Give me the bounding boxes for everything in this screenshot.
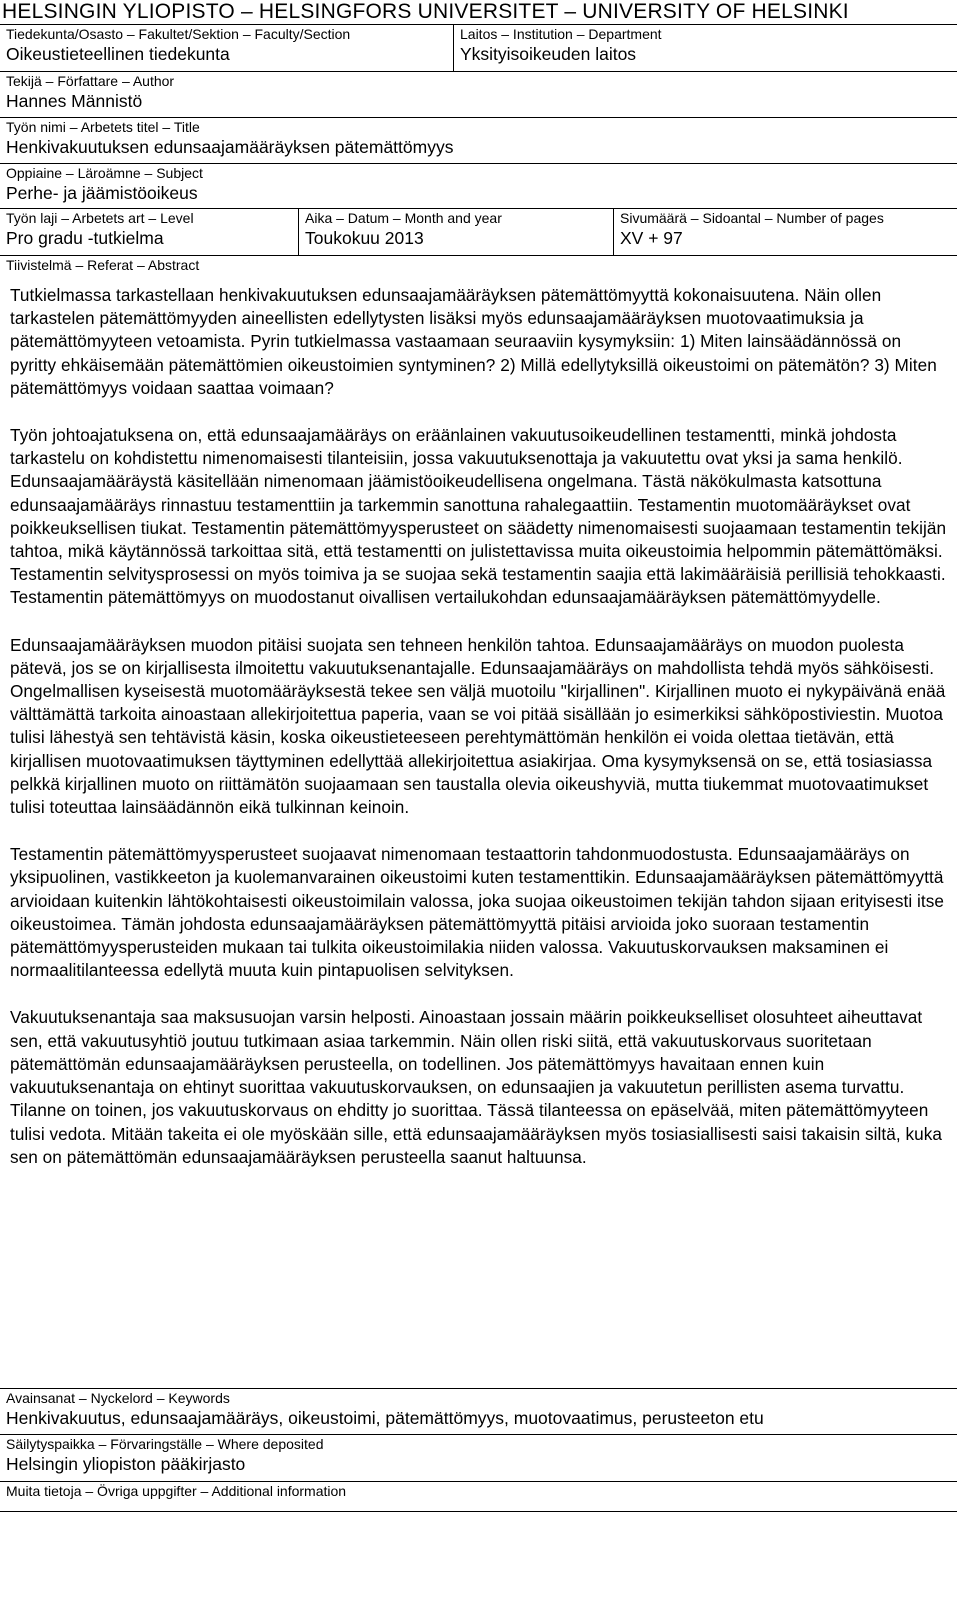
abstract-paragraph-5: Vakuutuksenantaja saa maksusuojan varsin helposti. Ainoastaan jossain määrin poikkeukselliset olosuhteet aiheuttavat sen, että vakuutusyhtiö joutuu tutkimaan asiaa tarkemmin. Näin ollen riski siitä, että vakuutuskorvaus suoritetaan pätemättömän edunsaajamääräyksen perusteella, on todellinen. Jos pätemättömyys havaitaan ennen kuin vakuutuksenantaja on ehtinyt suorittaa vakuutuskorvauksen, on edunsaajien ja vakuutetun perillisten asema turvattu. Tilanne on toinen, jos vakuutuskorvaus on ehditty jo suorittaa. Tässä tilanteessa on epäselvää, miten pätemättömyyteen tulisi vedota. Mitään takeita ei ole myöskään sille, että edunsaajamääräyksen myös tosiasiallisesti saisi takaisin siltä, kuka sen on pätemättömän edunsaajamääräyksen perusteella saanut haltuunsa. xyxy=(10,1007,942,1167)
keywords-row xyxy=(0,1389,957,1435)
abstract-paragraph-3: Edunsaajamääräyksen muodon pitäisi suojata sen tehneen henkilön tahtoa. Edunsaajamääräys on muodon puolesta pätevä, jos se on kirjallisesta ilmoitettu vakuutuksenantajalle. Edunsaajamääräys on mahdollista tehdä myös sähköisesti. Ongelmallisen kyseisestä muotomääräyksestä tekee sen väljä muotoilu "kirjallinen". Kirjallinen muoto ei nykypäivänä enää välttämättä tarkoita ainoastaan allekirjoitettua paperia, vaan se voi pitää sisällään jo esimerkiksi sähköpostiviestin. Muotoa tulisi lähestyä sen tehtävistä käsin, koska oikeustieteeseen perehtymättömän henkilön ei voida olettaa tietävän, että kirjallisen muotovaatimuksen täyttyminen edellyttää allekirjoitettua asiakirjaa. Oma kysymyksensä on se, että tosiasiassa pelkkä kirjallinen muoto on riittämätön suojaamaan sen taustalla olevia oikeushyviä, mutta tiukemmat muotovaatimukset tulisi toteuttaa lainsäädännön eikä tulkinnan keinoin. xyxy=(10,634,946,818)
level-value: Pro gradu -tutkielma xyxy=(6,228,164,248)
faculty-cell xyxy=(0,25,453,71)
department-label: Laitos – Institution – Department xyxy=(460,26,662,42)
date-label: Aika – Datum – Month and year xyxy=(305,210,502,226)
faculty-label: Tiedekunta/Osasto – Fakultet/Sektion – Faculty/Section xyxy=(6,26,351,42)
additional-info-row xyxy=(0,1482,957,1512)
deposit-row xyxy=(0,1435,957,1482)
date-value: Toukokuu 2013 xyxy=(305,228,424,248)
abstract-body xyxy=(0,278,957,1389)
title-cell xyxy=(0,118,453,163)
abstract-paragraph-4: Testamentin pätemättömyysperusteet suojaavat nimenomaan testaattorin tahdonmuodostusta. Edunsaajamääräys on yksipuolinen, vastikkeeton ja kuolemanvarainen oikeustoimi kuten testamenttikin. Edunsaajamääräyksen pätemättömyyttä arvioidaan kuitenkin lähtökohtaisesti oikeustoimilain valossa, joka suojaa oikeustoimen tekijän tahdon sijaan erityisesti itse oikeustoimea. Tämän johdosta edunsaajamääräyksen pätemättömyyttä pitäisi arvioida joko suoraan testamentin pätemättömyysperusteiden mukaan tai tulkita oikeustoimilakia niiden valossa. Vakuutuskorvauksen maksaminen ei normaalitilanteessa edellytä muuta kuin pintapuolisen selvityksen. xyxy=(10,844,944,981)
additional-info-cell xyxy=(0,1482,957,1511)
abstract-label-row xyxy=(0,256,957,278)
deposit-label: Säilytyspaikka – Förvaringställe – Where deposited xyxy=(6,1436,324,1452)
deposit-value: Helsingin yliopiston pääkirjasto xyxy=(6,1454,246,1474)
title-value: Henkivakuutuksen edunsaajamääräyksen pätemättömyys xyxy=(6,137,454,157)
title-row xyxy=(0,118,957,164)
author-row xyxy=(0,72,957,118)
level-date-pages-row xyxy=(0,209,957,256)
university-header: HELSINGIN YLIOPISTO – HELSINGFORS UNIVERSITET – UNIVERSITY OF HELSINKI xyxy=(0,0,957,25)
faculty-department-row xyxy=(0,25,957,72)
date-cell xyxy=(298,209,613,255)
department-value: Yksityisoikeuden laitos xyxy=(460,44,637,64)
additional-info-label: Muita tietoja – Övriga uppgifter – Additional information xyxy=(6,1483,347,1499)
level-label: Työn laji – Arbetets art – Level xyxy=(6,210,194,226)
abstract-paragraph-2: Työn johtoajatuksena on, että edunsaajamääräys on eräänlainen vakuutusoikeudellinen testamentti, minkä johdosta tarkastelu on kohdistettu nimenomaisesti tilanteisiin, jossa vakuutuksenottaja ja vakuutettu ovat yksi ja sama henkilö. Edunsaajamääräystä käsitellään nimenomaan jäämistöoikeudellisena ongelmana. Tästä näkökulmasta katsottuna edunsaajamääräys rinnastuu testamenttiin ja tarkemmin sanottuna rahalegaattiin. Testamentin muotomääräykset ovat poikkeuksellisen tiukat. Testamentin pätemättömyysperusteet on säädetty nimenomaisesti suojaamaan testamentin tekijän tahtoa, mikä käytännössä tarkoittaa sitä, että testamentti on julistettavissa muita oikeustoimia helpommin pätemättömäksi. Testamentin selvitysprosessi on myös toimiva ja se suojaa sekä testamentin saajia että lakimääräisiä perillisiä tehokkaasti. Testamentin pätemättömyys on muodostanut oivallisen vertailukohdan edunsaajamääräyksen pätemättömyydelle. xyxy=(10,425,947,608)
keywords-cell xyxy=(0,1389,957,1434)
subject-value: Perhe- ja jäämistöoikeus xyxy=(6,183,198,203)
keywords-label: Avainsanat – Nyckelord – Keywords xyxy=(6,1390,230,1406)
subject-cell xyxy=(0,164,203,208)
author-value: Hannes Männistö xyxy=(6,91,143,111)
subject-row xyxy=(0,164,957,209)
subject-label: Oppiaine – Läroämne – Subject xyxy=(6,165,203,181)
abstract-paragraph-1: Tutkielmassa tarkastellaan henkivakuutuksen edunsaajamääräyksen pätemättömyyttä kokonaisuutena. Näin ollen tarkastelen pätemättömyyden aineellisten edellytysten lisäksi myös edunsaajamääräyksen muotovaatimuksia ja pätemättömyyteen vetoamista. Pyrin tutkielmassa vastaamaan seuraaviin kysymyksiin: 1) Miten lainsäädännössä on pyritty ehkäisemään pätemättömien oikeustoimien syntyminen? 2) Millä edellytyksillä oikeustoimi on pätemätön? 3) Miten pätemättömyys voidaan saattaa voimaan? xyxy=(10,285,937,398)
author-label: Tekijä – Författare – Author xyxy=(6,73,175,89)
pages-cell xyxy=(613,209,957,255)
abstract-label: Tiivistelmä – Referat – Abstract xyxy=(6,257,200,273)
level-cell xyxy=(0,209,298,255)
deposit-cell xyxy=(0,1435,957,1481)
pages-value: XV + 97 xyxy=(620,228,683,248)
faculty-value: Oikeustieteellinen tiedekunta xyxy=(6,44,230,64)
keywords-value: Henkivakuutus, edunsaajamääräys, oikeustoimi, pätemättömyys, muotovaatimus, perusteeton etu xyxy=(6,1408,764,1428)
department-cell xyxy=(453,25,957,71)
author-cell xyxy=(0,72,174,117)
pages-label: Sivumäärä – Sidoantal – Number of pages xyxy=(620,210,884,226)
title-label: Työn nimi – Arbetets titel – Title xyxy=(6,119,200,135)
